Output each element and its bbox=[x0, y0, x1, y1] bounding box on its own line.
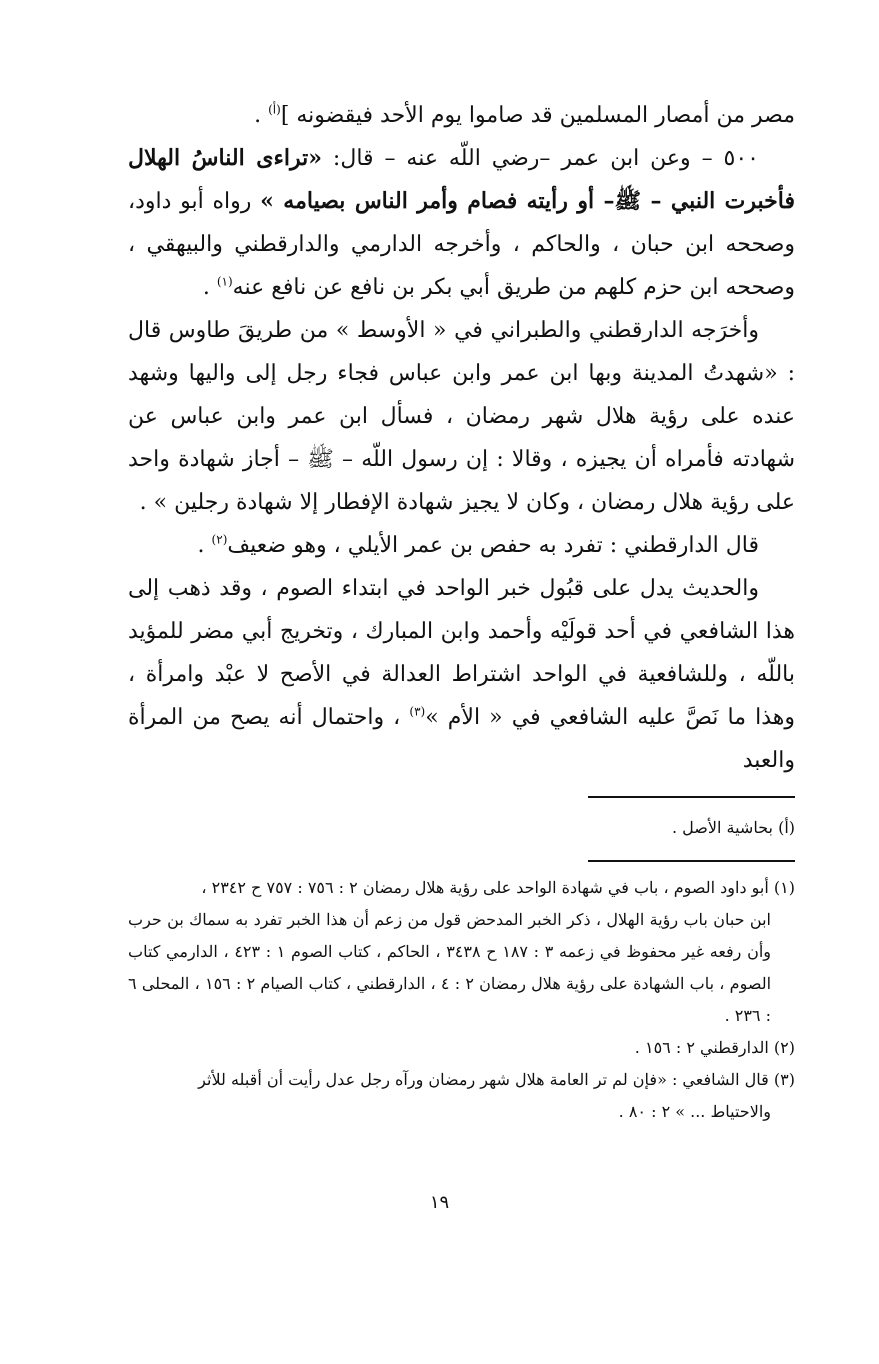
footnote-1-continued: ابن حبان باب رؤية الهلال ، ذكر الخبر المدحض قول من زعم أن هذا الخبر تفرد به سماك بن حرب وأن رفعه غير محفوظ في زعمه ٣ : ١٨٧ ح ٣٤٣٨ ، الحاكم ، كتاب الصوم ١ : ٤٢٣ ، الدارمي كتاب الصوم ، باب الشهادة على رؤية هلال رمضان ٢ : ٤ ، الدارقطني ، كتاب الصيام ٢ : ١٥٦ ، المحلى ٦ : ٢٣٦ . bbox=[128, 910, 772, 1025]
paragraph-commentary bbox=[128, 567, 795, 782]
commentary-text-end: ، واحتمال أنه يصح من المرأة والعبد bbox=[128, 705, 795, 773]
footnote-divider bbox=[588, 860, 795, 862]
paragraph-tabarani: وأخرَجه الدارقطني والطبراني في « الأوسط » من طريقَ طاوس قال : «شهدتُ المدينة وبها ابن عمر وابن عباس فجاء رجل إلى واليها وشهد عنده على رؤية هلال شهر رمضان ، فسأل ابن عمر وابن عباس عن شهادته فأمراه أن يجيزه ، وقالا : إن رسول اللّه – ﷺ – أجاز شهادة واحد على رؤية هلال رمضان ، وكان لا يجيز شهادة الإفطار إلا شهادة رجلين » . bbox=[128, 318, 795, 515]
page-number: ١٩ bbox=[429, 1192, 450, 1213]
continuation-text: مصر من أمصار المسلمين قد صاموا يوم الأحد فيقضونه ] bbox=[280, 103, 795, 128]
footnote-ref: (٢) bbox=[211, 532, 228, 547]
hadith-number: ٥٠٠ – bbox=[690, 146, 759, 171]
daraqutni-text: قال الدارقطني : تفرد به حفص بن عمر الأيلي ، وهو ضعيف bbox=[227, 533, 759, 558]
footnotes bbox=[128, 872, 795, 1128]
footnote-2: (٢) الدارقطني ٢ : ١٥٦ . bbox=[634, 1038, 795, 1057]
sentence-end: . bbox=[202, 275, 217, 300]
footnote-1-line: (١) أبو داود الصوم ، باب في شهادة الواحد على رؤية هلال رمضان ٢ : ٧٥٦ : ٧٥٧ ح ٢٣٤٢ ، bbox=[201, 878, 795, 897]
footnote-3: (٣) قال الشافعي : «فإن لم تر العامة هلال شهر رمضان ورآه رجل عدل رأيت أن أقبله للأثر bbox=[198, 1070, 795, 1089]
hadith-narrator: وعن ابن عمر –رضي اللّه عنه – قال: bbox=[321, 146, 691, 171]
commentary-text: والحديث يدل على قبُول خبر الواحد في ابتداء الصوم ، وقد ذهب إلى هذا الشافعي في أحد قولَيْه وأحمد وابن المبارك ، وتخريج أبي مضر للمؤيد باللّه ، وللشافعية في الواحد اشتراط العدالة في الأصح لا عبْد وامرأة ، وهذا ما نَصَّ عليه الشافعي في « الأم » bbox=[128, 576, 796, 730]
hadith-text: «تراءى الناسُ الهلال فأخبرت النبي – ﷺ– أو رأيته فصام وأمر الناس بصيامه » bbox=[128, 145, 795, 214]
footnote-ref: (١) bbox=[216, 274, 233, 289]
footnote-1 bbox=[128, 872, 795, 904]
paragraph-daraqutni bbox=[128, 524, 795, 567]
paragraph-continuation bbox=[128, 94, 795, 137]
footnote-divider bbox=[588, 796, 795, 798]
hadith-500 bbox=[128, 137, 795, 309]
footnote-3-continued: والاحتياط ... » ٢ : ٨٠ . bbox=[618, 1102, 771, 1121]
margin-note: (أ) بحاشية الأصل . bbox=[671, 818, 795, 837]
footnote-ref: (أ) bbox=[268, 102, 281, 117]
footnote-ref: (٣) bbox=[409, 704, 426, 719]
sentence-end: . bbox=[254, 103, 269, 128]
sentence-end: . bbox=[197, 533, 212, 558]
main-text bbox=[128, 94, 795, 782]
hadith-takhrij: رواه أبو داود، وصححه ابن حبان ، والحاكم ، وأخرجه الدارمي والدارقطني والبيهقي ، وصححه ابن حزم كلهم من طريق أبي بكر بن نافع عن نافع عنه bbox=[128, 189, 795, 300]
